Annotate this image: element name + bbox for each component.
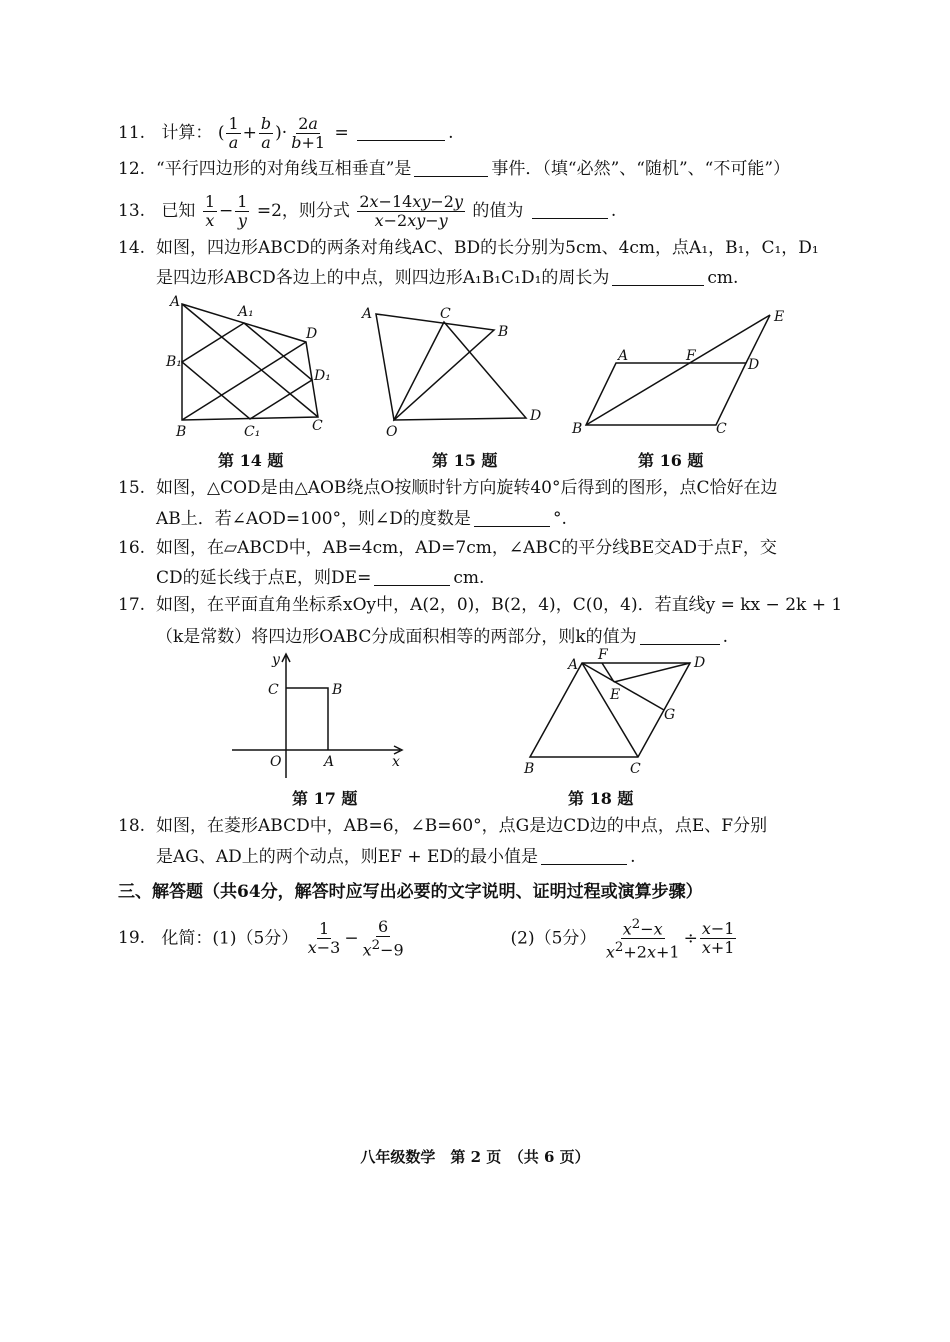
label-D: D (748, 357, 760, 373)
question-17-line2: （k是常数）将四边形OABC分成面积相等的两部分，则k的值为 . (156, 627, 729, 647)
question-18: 18. 如图，在菱形ABCD中，AB=6，∠B=60°，点G是边CD边的中点，点E、F分别 (118, 816, 768, 836)
label-C: C (312, 418, 323, 434)
question-11: 11. 计算： ( $\frac{1}{a}$ + $\frac{b}{a}$ )· $\frac{2a}{b+1}$ = . (118, 114, 454, 152)
label-O: O (386, 424, 398, 440)
figure-17-svg (228, 650, 418, 780)
figure-17 (228, 650, 418, 784)
label-A: A (324, 754, 335, 770)
label-B: B (332, 682, 343, 698)
label-x: x (392, 754, 400, 770)
diagonal-BD (182, 342, 306, 420)
figure-18 (518, 645, 718, 779)
caption-17: 第 17 题 (292, 789, 358, 808)
label-A: A (362, 306, 373, 322)
label-G: G (664, 707, 676, 723)
question-13: 13. 已知 $\frac{1}{x}$ − $\frac{1}{y}$ =2，则分式 $\frac{2x-14xy-2y}{x-2xy-y}$ 的值为 . (118, 192, 617, 230)
label-A: A (170, 294, 181, 310)
segment-ED (614, 663, 690, 682)
question-16-line2: CD的延长线于点E，则DE= cm. (156, 568, 485, 588)
question-17: 17. 如图，在平面直角坐标系xOy中，A(2，0)，B(2，4)，C(0，4)．若直线y = kx − 2k + 1 (118, 595, 843, 615)
caption-15: 第 15 题 (432, 451, 498, 470)
label-A: A (568, 657, 579, 673)
label-C: C (268, 682, 279, 698)
label-A: A (618, 348, 629, 364)
figure-14 (160, 292, 340, 446)
figure-18-svg (518, 645, 718, 775)
label-D: D (306, 326, 318, 342)
figure-16 (570, 305, 790, 444)
label-B: B (176, 424, 187, 440)
diagonal-AC (582, 663, 638, 757)
label-F: F (686, 348, 696, 364)
label-C: C (440, 306, 451, 322)
figure-15 (360, 300, 550, 444)
question-12: 12. “平行四边形的对角线互相垂直”是 事件．（填“必然”、“随机”、“不可能”） (118, 159, 791, 179)
answer-blank[interactable] (474, 508, 550, 527)
question-19: 19. 化简：(1)（5分） $\frac{1}{x-3}$ − $\frac{6}{x^2-9}$ (2)（5分） $\frac{x^2-x}{x^2+2x+1}$ ÷ $\frac{x-1}{x+1}$ (118, 917, 735, 962)
question-14-line2: 是四边形ABCD各边上的中点，则四边形A₁B₁C₁D₁的周长为 cm. (156, 268, 739, 288)
diagonal-AC (182, 304, 318, 417)
label-E: E (774, 309, 785, 325)
segment-FE (602, 663, 614, 682)
label-O: O (270, 754, 282, 770)
q11-expression: ( $\frac{1}{a}$ + $\frac{b}{a}$ )· $\frac{2a}{b+1}$ (217, 114, 326, 152)
label-D1: D₁ (314, 368, 331, 384)
label-B: B (572, 421, 583, 437)
label-B: B (524, 761, 535, 777)
label-F: F (598, 647, 608, 663)
question-15-line2: AB上．若∠AOD=100°，则∠D的度数是 °. (156, 509, 567, 529)
figure-15-svg (360, 300, 550, 440)
label-C: C (630, 761, 641, 777)
label-C1: C₁ (244, 424, 261, 440)
question-14: 14. 如图，四边形ABCD的两条对角线AC、BD的长分别为5cm、4cm，点A₁，B₁，C₁，D₁ (118, 238, 819, 258)
label-B: B (498, 324, 509, 340)
caption-16: 第 16 题 (638, 451, 704, 470)
answer-blank[interactable] (541, 846, 627, 865)
answer-blank[interactable] (374, 567, 450, 586)
segment-AG (582, 663, 664, 710)
label-B1: B₁ (166, 354, 182, 370)
label-E: E (610, 687, 621, 703)
answer-blank[interactable] (612, 267, 704, 286)
label-D: D (530, 408, 542, 424)
label-A1: A₁ (238, 304, 254, 320)
section-3-heading: 三、解答题（共64分，解答时应写出必要的文字说明、证明过程或演算步骤） (118, 882, 703, 902)
caption-14: 第 14 题 (218, 451, 284, 470)
label-D: D (694, 655, 706, 671)
answer-blank[interactable] (357, 122, 445, 141)
caption-18: 第 18 题 (568, 789, 634, 808)
parallelogram-ABCD (586, 363, 746, 425)
answer-blank[interactable] (414, 158, 488, 177)
label-C: C (716, 421, 727, 437)
figure-16-svg (570, 305, 790, 440)
answer-blank[interactable] (640, 626, 720, 645)
page-footer: 八年级数学 第 2 页 （共 6 页） (360, 1148, 590, 1166)
question-16: 16. 如图，在▱ABCD中，AB=4cm，AD=7cm，∠ABC的平分线BE交AD于点F，交 (118, 538, 777, 558)
triangle-AOB (376, 314, 494, 420)
label-y: y (272, 652, 280, 668)
answer-blank[interactable] (532, 200, 608, 219)
question-18-line2: 是AG、AD上的两个动点，则EF + ED的最小值是 . (156, 847, 636, 867)
rect-OABC (286, 688, 328, 750)
figure-14-svg (160, 292, 340, 442)
question-15: 15. 如图，△COD是由△AOB绕点O按顺时针方向旋转40°后得到的图形，点C恰好在边 (118, 478, 778, 498)
